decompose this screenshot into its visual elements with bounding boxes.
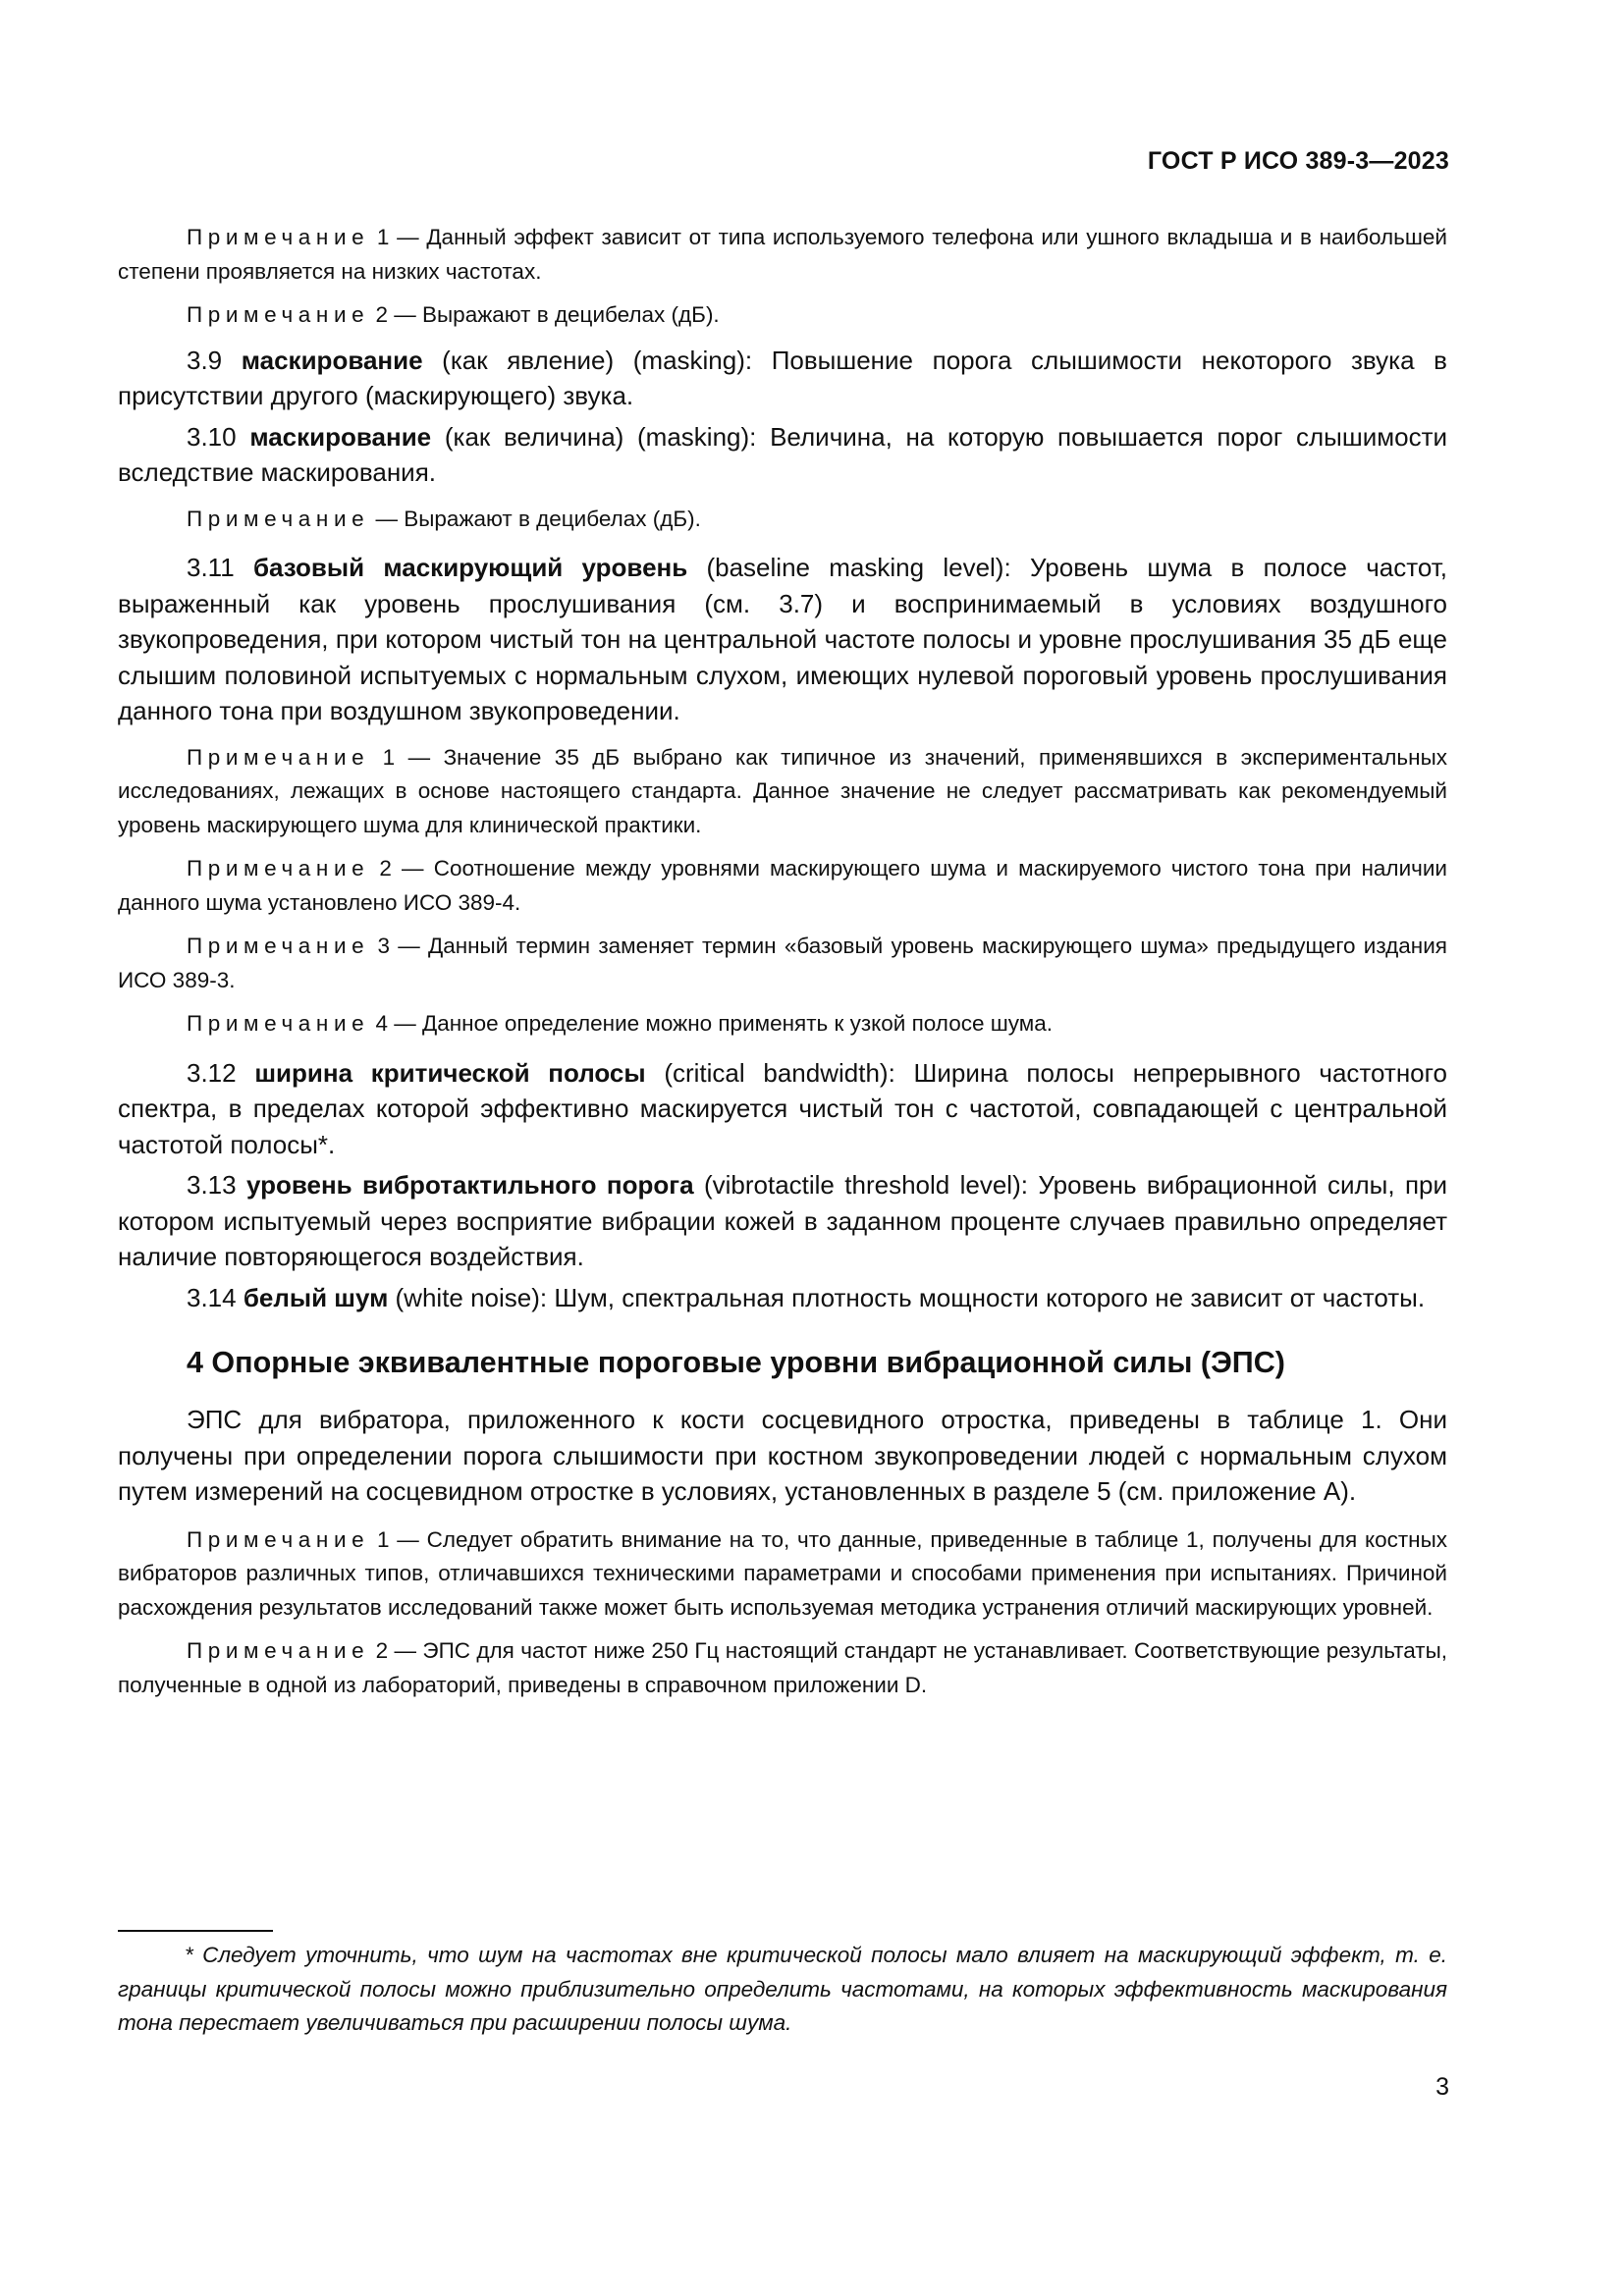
note-label: Примечание <box>187 934 370 958</box>
note-text: 1 — Значение 35 дБ выбрано как типичное из значений, применявшихся в экспериментальных исследованиях, лежащих в основе настоящего стандарта. Данное значение не следует рассматривать как рекомендуемый уровень маскирующего шума для клинической практики. <box>118 744 1447 837</box>
term-definition: (vibrotactile threshold level): Уровень вибрационной силы, при котором испытуемый через восприятие вибрации кожей в заданном проценте случаев правильно определяет наличие повторяющегося воздействия. <box>118 1170 1448 1271</box>
note-label: Примечание <box>187 225 370 249</box>
note-3-11-1 <box>118 741 1447 843</box>
term-number: 3.9 <box>187 345 242 375</box>
term-title: уровень вибротактильного порога <box>245 1170 694 1200</box>
note-text: 2 — Соотношение между уровнями маскирующего шума и маскируемого чистого тона при наличии данного шума установлено ИСО 389-4. <box>118 856 1447 915</box>
term-3-10 <box>118 419 1447 491</box>
note-text: 1 — Данный эффект зависит от типа используемого телефона или ушного вкладыша и в наибольшей степени проявляется на низких частотах. <box>118 225 1447 284</box>
page-body <box>118 221 1447 1712</box>
note-label: Примечание <box>187 1011 370 1036</box>
note-2 <box>118 298 1447 333</box>
note-1 <box>118 221 1447 289</box>
term-number: 3.10 <box>187 421 250 452</box>
page-number: 3 <box>1435 2073 1449 2101</box>
note-label: Примечание <box>187 302 370 327</box>
note-text: 1 — Следует обратить внимание на то, что данные, приведенные в таблице 1, получены для костных вибраторов различных типов, отличавшихся техническими параметрами и способами применения при испытаниях. Причиной расхождения результатов исследований также может быть используемая методика устранения отличий маскирующих уровней. <box>118 1526 1447 1620</box>
footnote-separator <box>118 1930 273 1932</box>
note-label: Примечание <box>187 506 370 531</box>
term-number: 3.14 <box>187 1282 244 1312</box>
term-number: 3.12 <box>187 1057 255 1088</box>
term-3-9 <box>118 343 1447 414</box>
term-title: маскирование <box>241 345 423 375</box>
term-3-12 <box>118 1055 1447 1163</box>
term-3-13 <box>118 1167 1447 1275</box>
note-3-10 <box>118 503 1447 537</box>
term-title: белый шум <box>243 1282 389 1312</box>
note-text: 4 — Данное определение можно применять к узкой полосе шума. <box>369 1011 1053 1036</box>
term-number: 3.11 <box>187 553 253 582</box>
section-4-heading: 4 Опорные эквивалентные пороговые уровни вибрационной силы (ЭПС) <box>187 1346 1285 1379</box>
term-definition: (как величина) (masking): Величина, на которую повышается порог слышимости вследствие маскирования. <box>118 421 1448 487</box>
note-label: Примечание <box>187 856 370 881</box>
section-4-note-2 <box>118 1634 1447 1702</box>
term-definition: (baseline masking level): Уровень шума в полосе частот, выраженный как уровень прослушивания (см. 3.7) и воспринимаемый в условиях воздушного звукопроведения, при котором чистый тон на центральной частоте полосы и уровне прослушивания 35 дБ еще слышим половиной испытуемых с нормальным слухом, имеющих нулевой пороговый уровень прослушивания данного тона при воздушном звукопроведении. <box>118 553 1447 725</box>
note-3-11-3 <box>118 930 1447 997</box>
note-text: 3 — Данный термин заменяет термин «базовый уровень маскирующего шума» предыдущего издания ИСО 389-3. <box>118 934 1447 992</box>
term-number: 3.13 <box>187 1170 246 1200</box>
term-3-11 <box>118 550 1447 729</box>
term-definition: (как явление) (masking): Повышение порога слышимости некоторого звука в присутствии другого (маскирующего) звука. <box>118 345 1447 410</box>
section-4-note-1 <box>118 1523 1447 1626</box>
term-title: маскирование <box>249 421 432 452</box>
note-text: 2 — Выражают в децибелах (дБ). <box>369 302 720 327</box>
footnote: * Следует уточнить, что шум на частотах вне критической полосы мало влияет на маскирующий эффект, т. е. границы критической полосы можно приблизительно определить частотами, на которых эффективность маскирования тона перестает увеличиваться при расширении полосы шума. <box>118 1943 1447 2035</box>
term-definition: (critical bandwidth): Ширина полосы непрерывного частотного спектра, в пределах которой эффективно маскируется чистый тон с частотой, совпадающей с центральной частотой полосы*. <box>118 1057 1448 1159</box>
note-3-11-4 <box>118 1007 1447 1041</box>
note-3-11-2 <box>118 852 1447 920</box>
note-label: Примечание <box>187 1526 370 1552</box>
term-definition: (white noise): Шум, спектральная плотность мощности которого не зависит от частоты. <box>388 1282 1426 1312</box>
term-3-14 <box>118 1280 1447 1316</box>
section-4-paragraph: ЭПС для вибратора, приложенного к кости сосцевидного отростка, приведены в таблице 1. Они получены при определении порога слышимости при костном звукопроведении людей с нормальным слухом путем измерений на сосцевидном отростке в условиях, установленных в разделе 5 (см. приложение А). <box>118 1405 1447 1506</box>
term-title: базовый маскирующий уровень <box>252 553 688 582</box>
standard-header: ГОСТ Р ИСО 389-3—2023 <box>1147 147 1449 175</box>
note-text: 2 — ЭПС для частот ниже 250 Гц настоящий стандарт не устанавливает. Соответствующие результаты, полученные в одной из лабораторий, приведены в справочном приложении D. <box>118 1638 1447 1697</box>
note-text: — Выражают в децибелах (дБ). <box>369 506 701 531</box>
note-label: Примечание <box>187 1638 370 1663</box>
term-title: ширина критической полосы <box>254 1057 646 1088</box>
note-label: Примечание <box>187 744 370 770</box>
